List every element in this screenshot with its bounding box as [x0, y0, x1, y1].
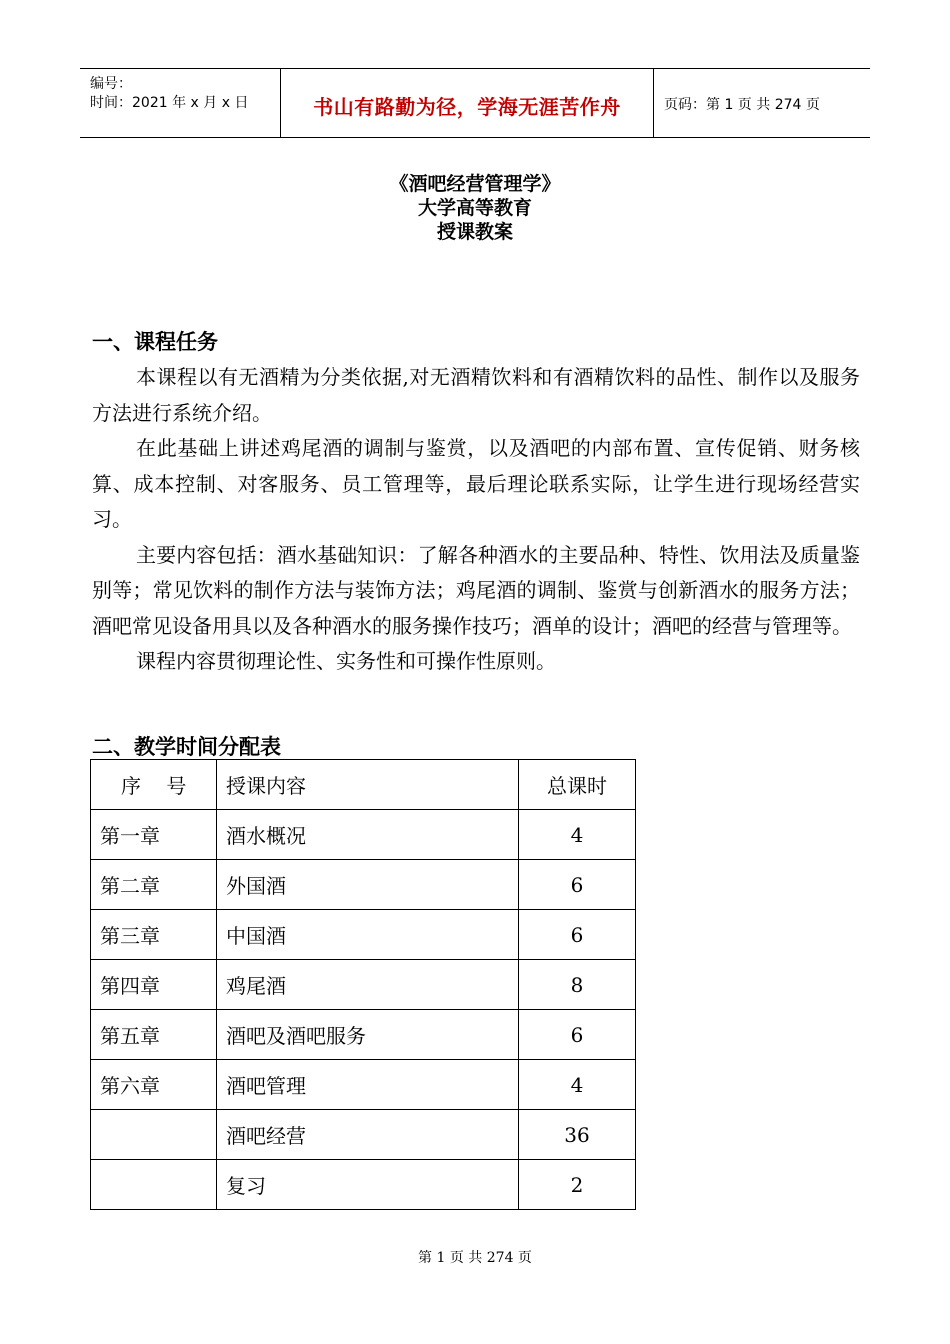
paragraph: 本课程以有无酒精为分类依据,对无酒精饮料和有酒精饮料的品性、制作以及服务方法进行系统介绍。 — [92, 365, 860, 425]
content-cell: 酒吧经营 — [217, 1110, 519, 1160]
header-page-cell — [654, 69, 870, 137]
number-label: 编号： — [90, 76, 132, 92]
content-cell: 酒水概况 — [217, 810, 519, 860]
hours-cell: 6 — [519, 1010, 636, 1060]
title-line-3: 授课教案 — [436, 221, 513, 243]
header-meta — [80, 69, 281, 137]
content-cell: 复习 — [217, 1160, 519, 1210]
hours-cell: 6 — [519, 860, 636, 910]
chapter-cell: 第四章 — [91, 960, 217, 1010]
table-row — [91, 910, 636, 960]
table-row — [91, 1010, 636, 1060]
time-label: 时间：2021 年 x 月 x 日 — [90, 95, 249, 111]
hours-cell: 8 — [519, 960, 636, 1010]
chapter-cell: 第五章 — [91, 1010, 217, 1060]
section-heading-schedule: 二、教学时间分配表 — [92, 735, 281, 759]
paragraph: 课程内容贯彻理论性、实务性和可操作性原则。 — [136, 649, 556, 673]
table-row — [91, 1060, 636, 1110]
content-cell: 外国酒 — [217, 860, 519, 910]
header-motto-cell — [281, 69, 654, 137]
hours-cell: 4 — [519, 1060, 636, 1110]
page-info: 页码：第 1 页 共 274 页 — [664, 97, 820, 113]
paragraph: 主要内容包括：酒水基础知识：了解各种酒水的主要品种、特性、饮用法及质量鉴别等；常见饮料的制作方法与装饰方法；鸡尾酒的调制、鉴赏与创新酒水的服务方法；酒吧常见设备用具以及各种酒水的服务操作技巧；酒单的设计；酒吧的经营与管理等。 — [92, 542, 860, 638]
content-cell: 酒吧管理 — [217, 1060, 519, 1110]
page-footer: 第 1 页 共 274 页 — [418, 1250, 532, 1266]
title-line-1: 《酒吧经营管理学》 — [389, 173, 561, 195]
chapter-cell — [91, 1110, 217, 1160]
table-row — [91, 960, 636, 1010]
hours-cell: 36 — [519, 1110, 636, 1160]
table-header-row — [91, 760, 636, 810]
motto-text: 书山有路勤为径，学海无涯苦作舟 — [313, 95, 621, 119]
document-header — [80, 68, 870, 138]
header-cell-hours: 总课时 — [519, 760, 636, 810]
chapter-cell: 第六章 — [91, 1060, 217, 1110]
course-task-body — [92, 360, 860, 680]
title-line-2: 大学高等教育 — [417, 197, 532, 219]
content-cell: 中国酒 — [217, 910, 519, 960]
header-cell-number: 序 号 — [91, 760, 217, 810]
table-row — [91, 1110, 636, 1160]
hours-cell: 6 — [519, 910, 636, 960]
content-cell: 酒吧及酒吧服务 — [217, 1010, 519, 1060]
header-cell-content: 授课内容 — [217, 760, 519, 810]
table-row — [91, 810, 636, 860]
table-row — [91, 1160, 636, 1210]
hours-cell: 2 — [519, 1160, 636, 1210]
chapter-cell: 第二章 — [91, 860, 217, 910]
schedule-table — [90, 759, 636, 1210]
table-row — [91, 860, 636, 910]
hours-cell: 4 — [519, 810, 636, 860]
document-title — [0, 172, 950, 244]
chapter-cell: 第一章 — [91, 810, 217, 860]
paragraph: 在此基础上讲述鸡尾酒的调制与鉴赏，以及酒吧的内部布置、宣传促销、财务核算、成本控制、对客服务、员工管理等，最后理论联系实际，让学生进行现场经营实习。 — [92, 436, 860, 531]
section-heading-course-task: 一、课程任务 — [92, 330, 218, 354]
chapter-cell: 第三章 — [91, 910, 217, 960]
chapter-cell — [91, 1160, 217, 1210]
content-cell: 鸡尾酒 — [217, 960, 519, 1010]
